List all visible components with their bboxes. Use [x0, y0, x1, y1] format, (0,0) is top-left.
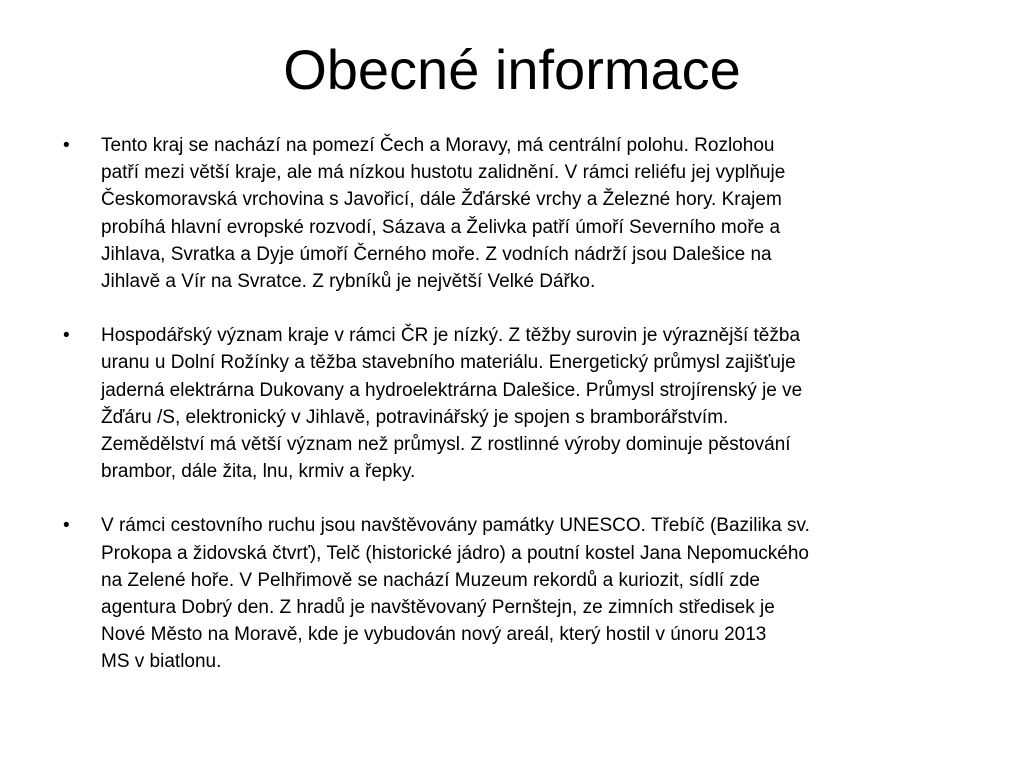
- slide-title: Obecné informace: [283, 38, 741, 101]
- bullet-text: V rámci cestovního ruchu jsou navštěvovány památky UNESCO. Třebíč (Bazilika sv. Prokopa a židovská čtvrť), Telč (historické jádro) a poutní kostel Jana Nepomuckého na Zelené hoře. V Pelhřimově se nachází Muzeum rekordů a kuriozit, sídlí zde agentura Dobrý den. Z hradů je navštěvovaný Pernštejn, ze zimních středisek je Nové Město na Moravě, kde je vybudován nový areál, který hostil v únoru 2013 MS v biatlonu.: [101, 515, 810, 673]
- bullet-item: [63, 132, 963, 295]
- bullet-text: Tento kraj se nachází na pomezí Čech a Moravy, má centrální polohu. Rozlohou patří mezi větší kraje, ale má nízkou hustotu zalidnění. V rámci reliéfu jej vyplňuje Českomoravská vrchovina s Javořicí, dále Žďárské vrchy a Železné hory. Krajem probíhá hlavní evropské rozvodí, Sázava a Želivka patří úmoří Severního moře a Jihlava, Svratka a Dyje úmoří Černého moře. Z vodních nádrží jsou Dalešice na Jihlavě a Vír na Svratce. Z rybníků je největší Velké Dářko.: [101, 135, 786, 293]
- bullet-icon: •: [63, 135, 70, 156]
- bullet-icon: •: [63, 515, 70, 537]
- bullet-text: Hospodářský význam kraje v rámci ČR je nízký. Z těžby surovin je výraznější těžba uranu u Dolní Rožínky a těžba stavebního materiálu. Energetický průmysl zajišťuje jaderná elektrárna Dukovany a hydroelektrárna Dalešice. Průmysl strojírenský je ve Žďáru /S, elektronický v Jihlavě, potravinářský je spojen s bramborářstvím. Zemědělství má větší význam než průmysl. Z rostlinné výroby dominuje pěstování brambor, dále žita, lnu, krmiv a řepky.: [101, 325, 803, 483]
- bullet-list: [63, 132, 963, 703]
- bullet-item: [63, 512, 963, 675]
- bullet-icon: •: [63, 325, 70, 347]
- bullet-item: [63, 322, 963, 485]
